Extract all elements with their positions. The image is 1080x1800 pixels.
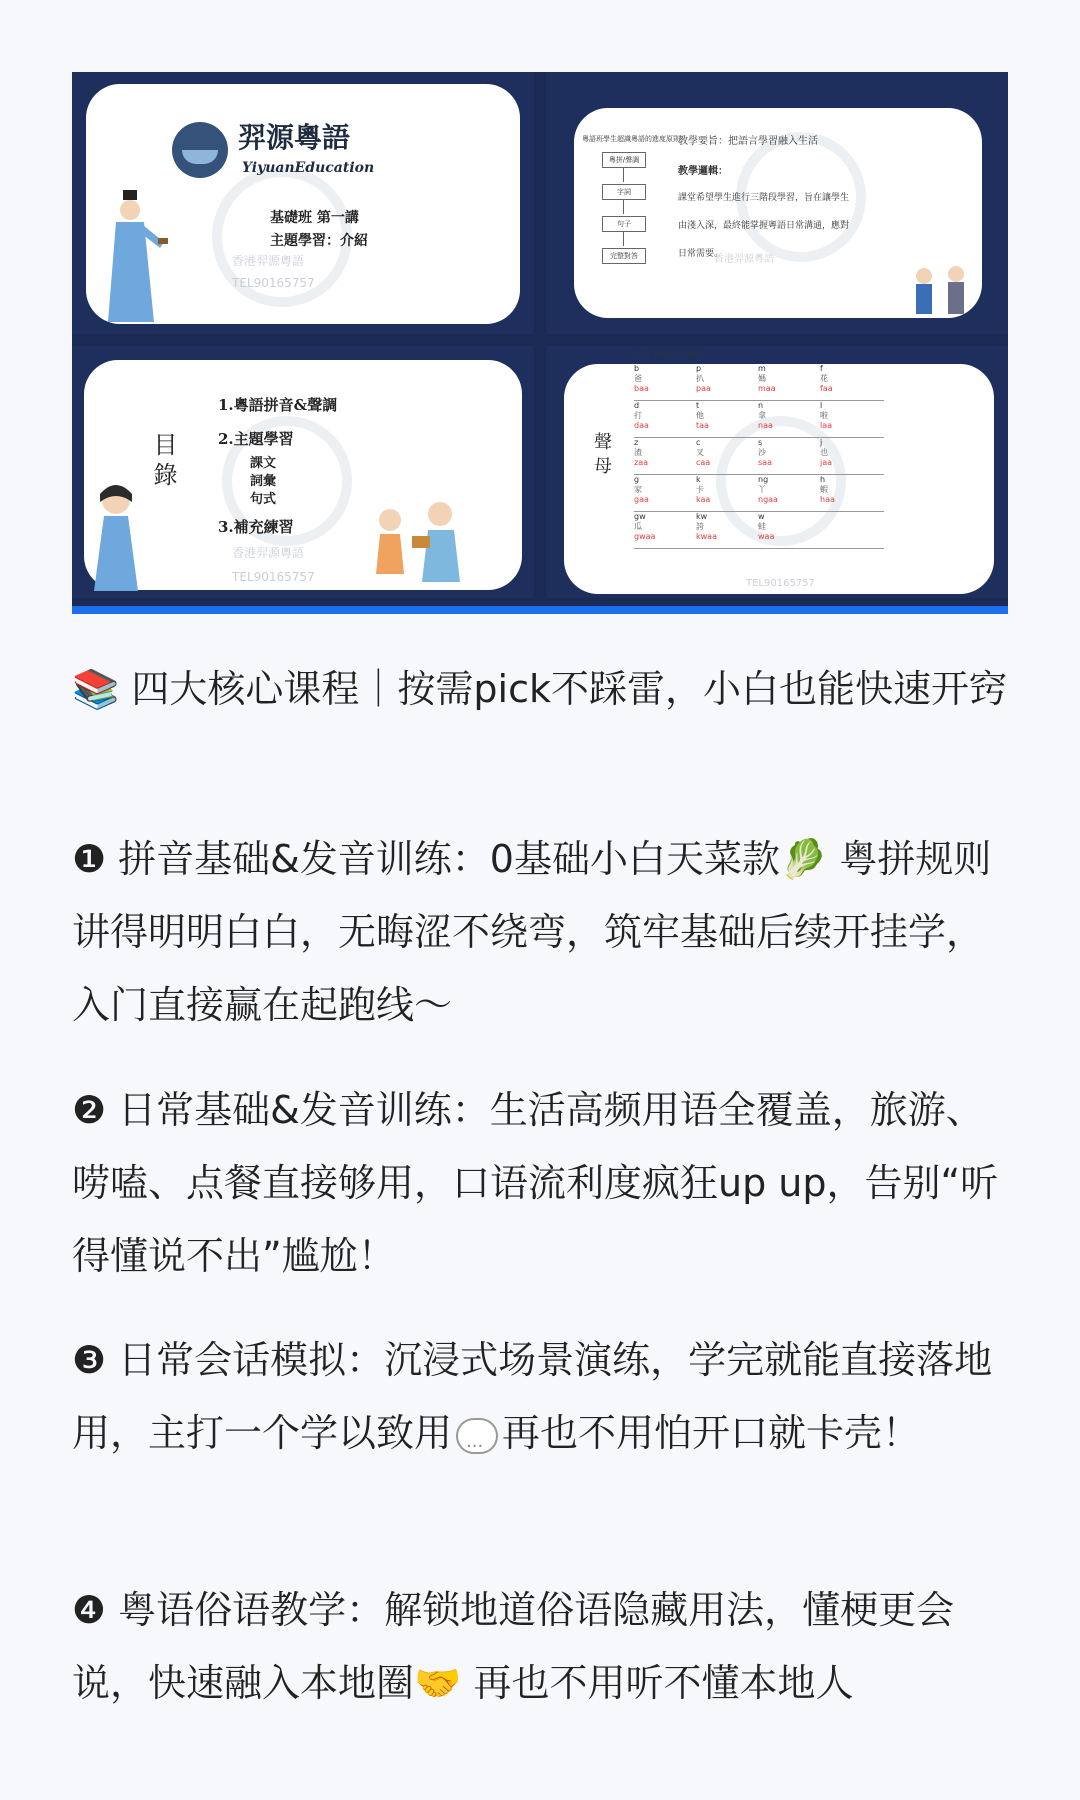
brand-logo-icon [172,122,228,178]
romanization: zaa [634,458,649,467]
initial-letter: k [696,475,701,484]
slide-initials-table [546,346,1008,598]
section-header-text: 四大核心课程｜按需pick不踩雷，小白也能快速开窍 [131,667,1008,711]
table-cell [758,364,820,400]
initial-letter: gw [634,512,646,521]
number-1-icon: ❶ [72,837,107,881]
initial-letter: p [696,364,702,373]
watermark-text: 香港羿源粵語 [232,546,305,560]
table-row [634,512,884,549]
course-item-text: 日常基础&发音训练：生活高频用语全覆盖，旅游、唠嗑、点餐直接够用，口语流利度疯狂up up，告别“听得懂说不出”尴尬！ [72,1088,999,1278]
table-cell [820,438,882,474]
course-item-text: 再也不用听不懂本地人 [473,1661,854,1705]
table-cell [820,475,882,511]
sample-char: 花 [820,374,828,383]
table-row [634,438,884,475]
toc-item: 2.主題學習 [218,430,294,448]
sample-char: 扒 [696,374,704,383]
sample-char: 沙 [758,448,766,457]
flow-step: 句子 [602,216,646,232]
romanization: taa [696,421,709,430]
table-cell [820,401,882,437]
flow-arrow [623,168,624,182]
course-item-4 [72,1574,1008,1720]
watermark-text: 香港羿源粵語 [232,254,305,268]
course-level: 基礎班 第一講 [270,210,359,226]
initial-letter: m [758,364,766,373]
flow-step: 字詞 [602,184,646,200]
slide-teaching-goal [546,72,1008,334]
initial-letter: l [820,401,823,410]
kids-reading-icon [368,496,478,586]
romanization: saa [758,458,772,467]
table-cell [634,475,696,511]
slides-collage [72,72,1008,614]
romanization: gwaa [634,532,656,541]
romanization: haa [820,495,835,504]
number-3-icon: ❸ [72,1338,107,1382]
flow-title: 粵語班學生超識粵語的進度原則 [582,135,680,143]
romanization: jaa [820,458,833,467]
lettuce-icon: 🥬 [779,837,828,881]
scholar-figure-icon [90,182,170,332]
table-cell [696,364,758,400]
sample-char: 啦 [820,411,828,420]
table-cell [696,401,758,437]
initial-letter: w [758,512,765,521]
number-4-icon: ❹ [72,1588,107,1632]
initial-letter: ng [758,475,769,484]
course-item-text: 再也不用怕开口就卡壳！ [502,1411,921,1455]
sample-char: 家 [634,485,642,494]
initial-letter: b [634,364,640,373]
watermark-phone: TEL90165757 [746,578,815,589]
sample-char: 卡 [696,485,704,494]
table-cell [758,438,820,474]
table-row [634,475,884,512]
girl-figure-icon [86,476,146,591]
toc-subitem: 課文 [250,456,277,471]
table-cell [758,512,820,548]
course-item-text: 拼音基础&发音训练：0基础小白天菜款 [118,837,780,881]
initial-letter: d [634,401,640,410]
table-cell [696,512,758,548]
sample-char: 蛙 [758,522,766,531]
number-2-icon: ❷ [72,1088,107,1132]
section-header [72,653,1008,726]
course-topic: 主題學習：介紹 [270,233,368,249]
toc-subitem: 詞彙 [250,474,277,489]
sample-char: 丫 [758,485,766,494]
table-cell [758,475,820,511]
romanization: daa [634,421,649,430]
flow-step: 完整對答 [602,248,646,264]
children-figure-icon [906,262,976,322]
books-icon: 📚 [72,667,120,711]
romanization: caa [696,458,711,467]
teaching-logic-title: 教學邏輯： [678,166,728,177]
toc-item: 3.補充練習 [218,518,294,536]
sample-char: 叉 [696,448,704,457]
sample-char: 也 [820,448,828,457]
table-cell [634,438,696,474]
course-item-text: 粤拼规则讲得明明白白，无晦涩不绕弯，筑牢基础后续开挂学，入门直接赢在起跑线～ [72,837,992,1027]
handshake-icon: 🤝 [414,1661,462,1705]
initial-letter: s [758,438,763,447]
sample-char: 爸 [634,374,642,383]
teaching-goal: 教學要旨：把語言學習融入生活 [678,136,818,147]
initials-title: 聲母 [591,432,612,480]
teaching-logic-line: 日常需要。 [678,249,724,259]
course-item-2 [72,1074,1008,1293]
initial-letter: j [820,438,823,447]
sample-char: 誇 [696,522,704,531]
initial-letter: kw [696,512,708,521]
romanization: maa [758,384,776,393]
watermark-phone: TEL90165757 [232,570,315,584]
sample-char: 瓜 [634,522,642,531]
table-row [634,401,884,438]
course-item-1 [72,823,1008,1042]
table-cell [696,438,758,474]
initial-letter: t [696,401,700,410]
initial-letter: g [634,475,640,484]
sample-char: 拿 [758,411,766,420]
slide-cover [72,72,534,334]
sample-char: 他 [696,411,704,420]
table-cell [758,401,820,437]
table-cell [696,475,758,511]
romanization: naa [758,421,773,430]
table-cell [634,401,696,437]
romanization: kwaa [696,532,717,541]
initial-letter: h [820,475,826,484]
toc-title: 目錄 [149,432,177,492]
sample-char: 渣 [634,448,642,457]
romanization: gaa [634,495,649,504]
initial-letter: f [820,364,823,373]
toc-item: 1.粵語拼音&聲調 [218,396,338,414]
romanization: faa [820,384,833,393]
flow-arrow [623,200,624,214]
flow-step: 粵拼/聲調 [602,152,646,168]
course-item-text: 粤语俗语教学：解锁地道俗语隐藏用法，懂梗更会说，快速融入本地圈 [72,1588,955,1705]
romanization: kaa [696,495,711,504]
brand-name: 羿源粵語 [238,121,351,154]
initial-letter: z [634,438,639,447]
speech-bubble-icon [456,1418,498,1454]
course-item-text: 日常会话模拟：沉浸式场景演练，学完就能直接落地用，主打一个学以致用 [72,1338,993,1455]
brand-name-en: YiyuanEducation [242,160,375,176]
romanization: baa [634,384,649,393]
course-item-3 [72,1324,1008,1470]
romanization: paa [696,384,711,393]
sample-char: 打 [634,411,642,420]
table-cell [634,364,696,400]
sample-char: 媽 [758,374,766,383]
table-cell [820,364,882,400]
sample-char: 蝦 [820,485,828,494]
romanization: laa [820,421,833,430]
initial-letter: n [758,401,764,410]
teaching-logic-line: 由淺入深，最終能掌握粵語日常溝通，應對 [678,221,850,231]
romanization: waa [758,532,775,541]
toc-subitem: 句式 [250,492,277,507]
table-title: (一) 聲母 (19 個) [636,349,699,358]
flow-arrow [623,232,624,246]
table-row [634,364,884,401]
watermark-phone: TEL90165757 [232,276,315,290]
initials-table [634,364,884,549]
watermark-text: 香港羿源粵語 [714,254,774,265]
slide-table-of-contents [72,346,534,598]
initial-letter: c [696,438,701,447]
teaching-logic-line: 課堂希望學生進行三階段學習，旨在讓學生 [678,193,850,203]
table-cell [634,512,696,548]
romanization: ngaa [758,495,778,504]
